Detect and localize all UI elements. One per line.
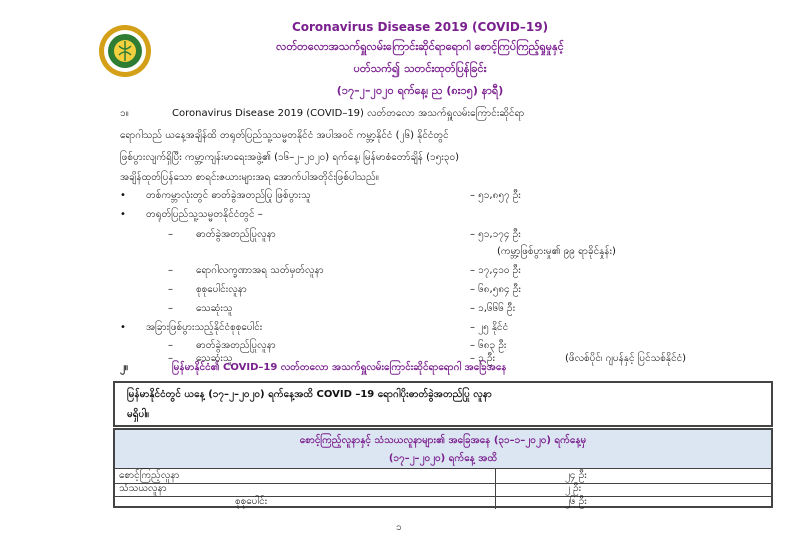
stat-label-china: တရုတ်ပြည်သူ့သမ္မတနိုင်ငံတွင် – bbox=[146, 209, 263, 220]
stat-value-other-confirmed: – ၆၈၃ ဦး bbox=[470, 340, 507, 351]
table-row-total bbox=[115, 495, 771, 509]
column-divider bbox=[495, 482, 496, 496]
table-header-line-2: (၁၇–၂–၂၀၂၀) ရက်နေ့ အထိ bbox=[388, 453, 498, 464]
stat-value-other-countries: – ၂၅ နိုင်ငံ bbox=[470, 322, 509, 333]
stat-label-other-countries: အခြားဖြစ်ပွားသည့်နိုင်ငံစုစုပေါင်း bbox=[146, 322, 263, 333]
page-number: ၁ bbox=[396, 522, 402, 533]
stat-label-china-confirmed: ဓာတ်ခွဲအတည်ပြုလူနာ bbox=[196, 229, 276, 240]
stat-label-other-deaths: သေဆုံးသူ bbox=[196, 353, 233, 364]
table-cell-label: သံသယလူနာ bbox=[119, 483, 167, 494]
bullet-icon: • bbox=[120, 209, 126, 220]
paragraph-1-line-3: ဖြစ်ပွားလျက်ရှိပြီး ကမ္ဘာ့ကျန်းမာရေးအဖွဲ့၏ (၁၆–၂–၂၀၂၀) ရက်နေ့၊ မြန်မာစံတော်ချိန် (၁၅း၃၀) bbox=[120, 152, 459, 163]
stat-note-world-percent: (ကမ္ဘာ့ဖြစ်ပွားမှု၏ ၉၉ ရာခိုင်နှုန်း) bbox=[497, 246, 616, 257]
ministry-seal-logo bbox=[98, 24, 152, 78]
dash-icon: – bbox=[168, 229, 173, 240]
column-divider bbox=[495, 469, 496, 483]
status-box-line-2: မရှိပါ။ bbox=[127, 409, 149, 420]
monitoring-table bbox=[113, 428, 773, 508]
dash-icon: – bbox=[168, 353, 173, 364]
stat-label-clinical-diagnosed: ရောဂါလက္ခဏာအရ သတ်မှတ်လူနာ bbox=[196, 265, 324, 276]
stat-value-china-confirmed: – ၅၁,၁၇၄ ဦး bbox=[470, 229, 521, 240]
stat-label-global-confirmed: တစ်ကမ္ဘာလုံးတွင် ဓာတ်ခွဲအတည်ပြု ဖြစ်ပွားသူ bbox=[146, 190, 311, 201]
myanmar-status-box bbox=[113, 381, 773, 427]
table-cell-label: စောင့်ကြည့်လူနာ bbox=[119, 470, 180, 481]
stat-value-other-deaths: – ၃ ဦး bbox=[470, 353, 496, 364]
table-header bbox=[115, 430, 771, 469]
stat-label-china-deaths: သေဆုံးသူ bbox=[196, 303, 233, 314]
bullet-icon: • bbox=[120, 190, 126, 201]
dash-icon: – bbox=[168, 265, 173, 276]
dash-icon: – bbox=[168, 340, 173, 351]
header-date-time: (၁၇–၂–၂၀၂၀ ရက်နေ့၊ ည (၈း၁၅) နာရီ) bbox=[336, 84, 504, 97]
section-2-title: မြန်မာနိုင်ငံ၏ COVID–19 လတ်တလော အသက်ရှူလမ်းကြောင်းဆိုင်ရာရောဂါ အခြေအနေ bbox=[172, 362, 507, 373]
section-2-number: ၂။ bbox=[120, 362, 128, 373]
stat-value-total-patients: – ၆၈,၅၈၄ ဦး bbox=[470, 284, 521, 295]
stat-value-global-confirmed: – ၅၁,၈၅၇ ဦး bbox=[470, 190, 521, 201]
status-box-line-1: မြန်မာနိုင်ငံတွင် ယနေ့ (၁၇–၂–၂၀၂၀) ရက်နေ့အထိ COVID –19 ရောဂါပိုးဓာတ်ခွဲအတည်ပြု လူနာ bbox=[127, 389, 492, 400]
paragraph-number: ၁။ bbox=[120, 108, 129, 119]
table-cell-label: စုစုပေါင်း bbox=[235, 496, 268, 507]
table-cell-value: ၂၄ ဦး bbox=[565, 470, 587, 481]
stat-value-clinical-diagnosed: – ၁၇,၄၁၀ ဦး bbox=[470, 265, 521, 276]
table-cell-value: ၂ ဦး bbox=[565, 483, 582, 494]
document-title: Coronavirus Disease 2019 (COVID–19) bbox=[291, 20, 549, 34]
dash-icon: – bbox=[168, 303, 173, 314]
bullet-icon: • bbox=[120, 322, 126, 333]
header-line-2: လတ်တလောအသက်ရှူလမ်းကြောင်းဆိုင်ရာရောဂါ စောင့်ကြပ်ကြည့်ရှုမှုနှင့် bbox=[276, 40, 564, 53]
paragraph-text: Coronavirus Disease 2019 (COVID–19) လတ်တလော အသက်ရှူလမ်းကြောင်းဆိုင်ရာ bbox=[172, 108, 525, 119]
stat-note-death-countries: (ဖိလစ်ပိုင်၊ ဂျပန်နှင့် ပြင်သစ်နိုင်ငံ) bbox=[565, 353, 687, 364]
dash-icon: – bbox=[168, 284, 173, 295]
stat-value-china-deaths: – ၁,၆၆၆ ဦး bbox=[470, 303, 516, 314]
stat-label-total-patients: စုစုပေါင်းလူနာ bbox=[196, 284, 247, 295]
paragraph-1-line-1 bbox=[120, 104, 770, 124]
paragraph-1-line-4: အချိန်ထုတ်ပြန်သော စာရင်းဇယားများအရ အောက်ပါအတိုင်းဖြစ်ပါသည်။ bbox=[120, 172, 379, 183]
paragraph-1-line-2: ရောဂါသည် ယနေ့အချိန်ထိ တရုတ်ပြည်သူ့သမ္မတနိုင်ငံ အပါအဝင် ကမ္ဘာ့နိုင်ငံ (၂၆) နိုင်ငံတွင် bbox=[120, 130, 449, 141]
stat-label-other-confirmed: ဓာတ်ခွဲအတည်ပြုလူနာ bbox=[196, 340, 276, 351]
table-header-line-1: စောင့်ကြည့်လူနာနှင့် သံသယလူနာများ၏ အခြေအနေ (၃၁–၁–၂၀၂၀) ရက်နေ့မှ bbox=[299, 435, 587, 446]
header-line-3: ပတ်သက်၍ သတင်းထုတ်ပြန်ခြင်း bbox=[353, 62, 487, 75]
table-cell-value: ၂၆ ဦး bbox=[565, 496, 587, 507]
column-divider bbox=[495, 495, 496, 509]
